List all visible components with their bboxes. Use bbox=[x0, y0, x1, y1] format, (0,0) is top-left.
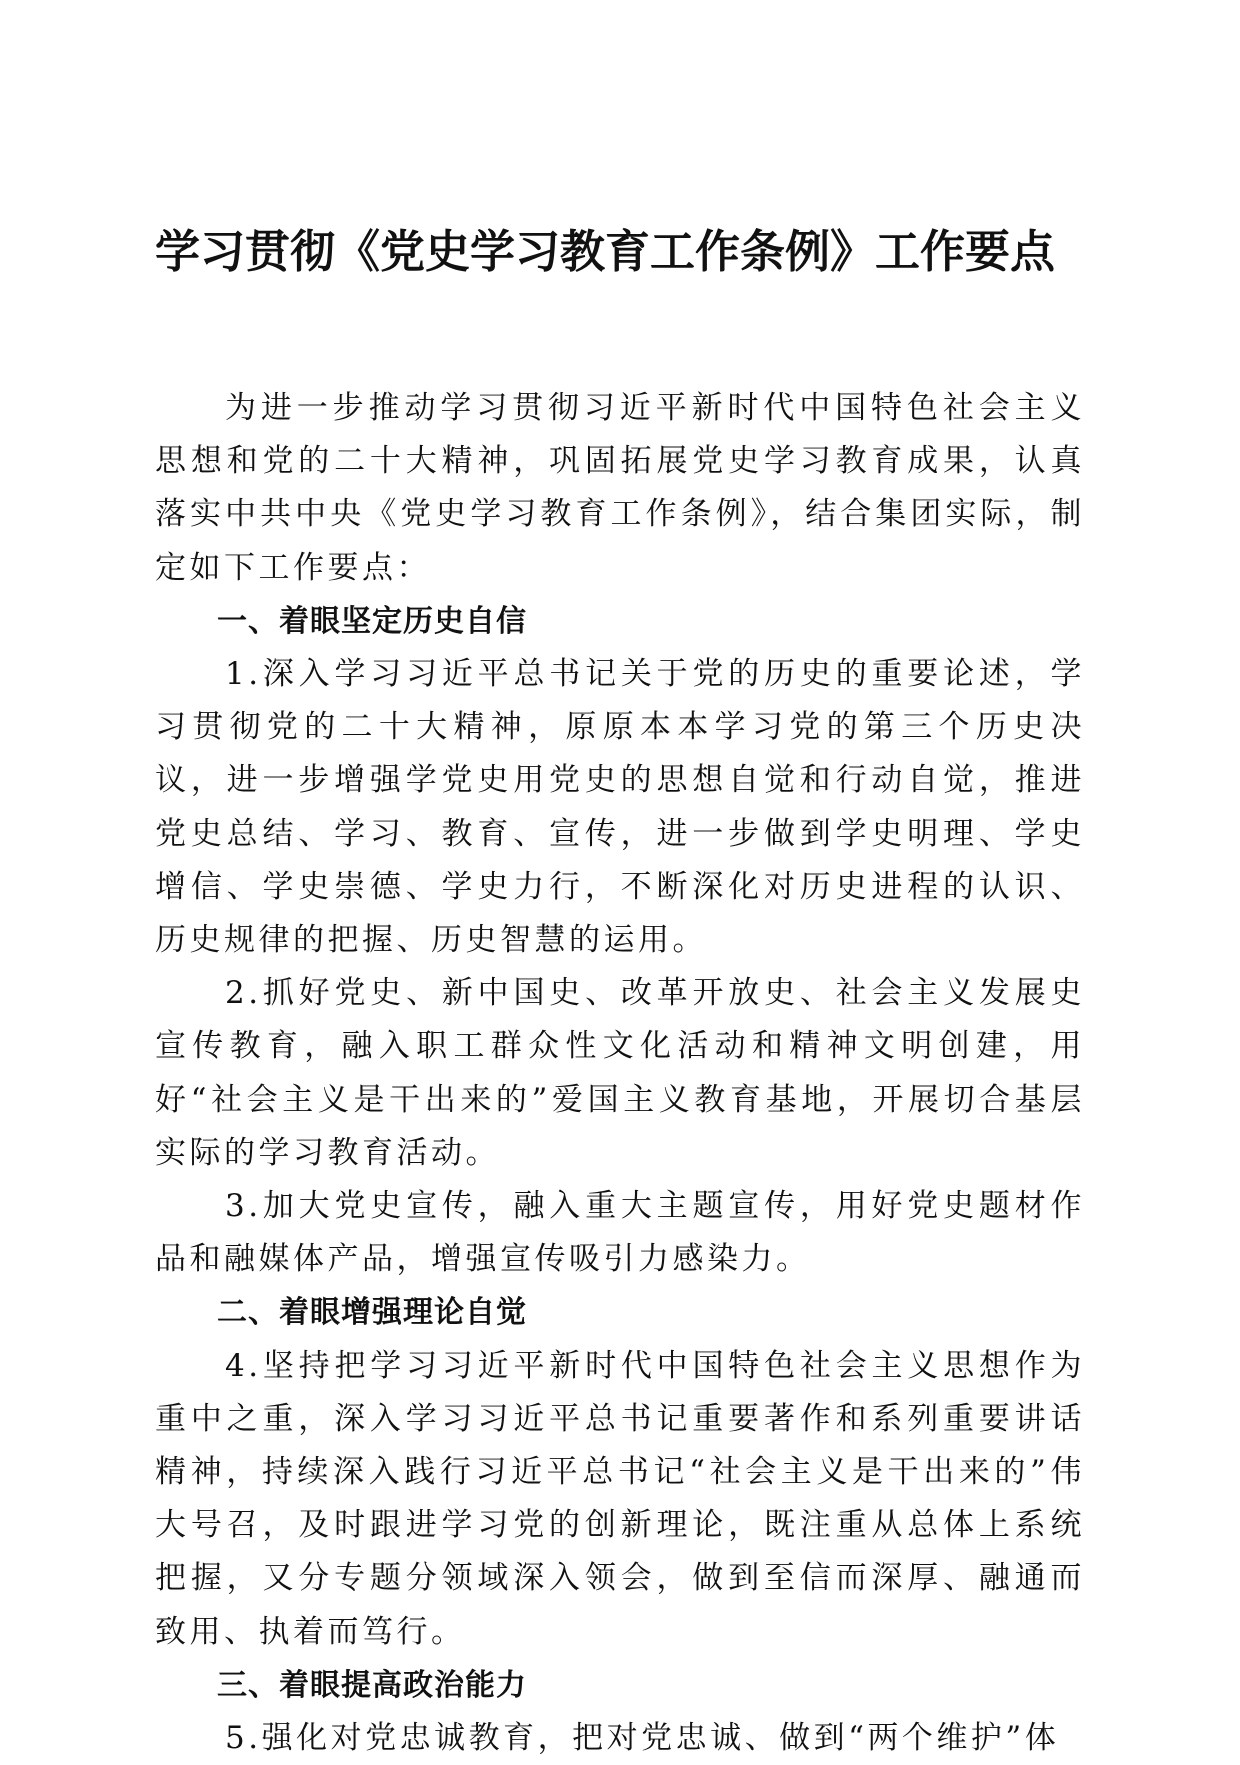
section-heading-3: 三、着眼提高政治能力 bbox=[217, 1667, 527, 1703]
intro-paragraph: 为进一步推动学习贯彻习近平新时代中国特色社会主义思想和党的二十大精神，巩固拓展党史学习教育成果，认真落实中共中央《党史学习教育工作条例》，结合集团实际，制定如下工作要点： bbox=[155, 390, 1085, 586]
section-heading-2: 二、着眼增强理论自觉 bbox=[217, 1295, 527, 1331]
item-paragraph-1: 1.深入学习习近平总书记关于党的历史的重要论述，学习贯彻党的二十大精神，原原本本学习党的第三个历史决议，进一步增强学党史用党史的思想自觉和行动自觉，推进党史总结、学习、教育、宣传，进一步做到学史明理、学史增信、学史崇德、学史力行，不断深化对历史进程的认识、历史规律的把握、历史智慧的运用。 bbox=[155, 656, 1085, 959]
section-heading-1: 一、着眼坚定历史自信 bbox=[217, 603, 527, 639]
document-body bbox=[155, 382, 1085, 1765]
document-title: 学习贯彻《党史学习教育工作条例》工作要点 bbox=[155, 225, 1056, 278]
item-paragraph-4: 4.坚持把学习习近平新时代中国特色社会主义思想作为重中之重，深入学习习近平总书记重要著作和系列重要讲话精神，持续深入践行习近平总书记“社会主义是干出来的”伟大号召，及时跟进学习党的创新理论，既注重从总体上系统把握，又分专题分领域深入领会，做到至信而深厚、融通而致用、执着而笃行。 bbox=[155, 1347, 1085, 1650]
item-paragraph-2: 2.抓好党史、新中国史、改革开放史、社会主义发展史宣传教育，融入职工群众性文化活动和精神文明创建，用好“社会主义是干出来的”爱国主义教育基地，开展切合基层实际的学习教育活动。 bbox=[155, 975, 1085, 1171]
item-paragraph-3: 3.加大党史宣传，融入重大主题宣传，用好党史题材作品和融媒体产品，增强宣传吸引力感染力。 bbox=[155, 1188, 1085, 1278]
item-paragraph-5: 5.强化对党忠诚教育，把对党忠诚、做到“两个维护”体 bbox=[225, 1720, 1060, 1757]
